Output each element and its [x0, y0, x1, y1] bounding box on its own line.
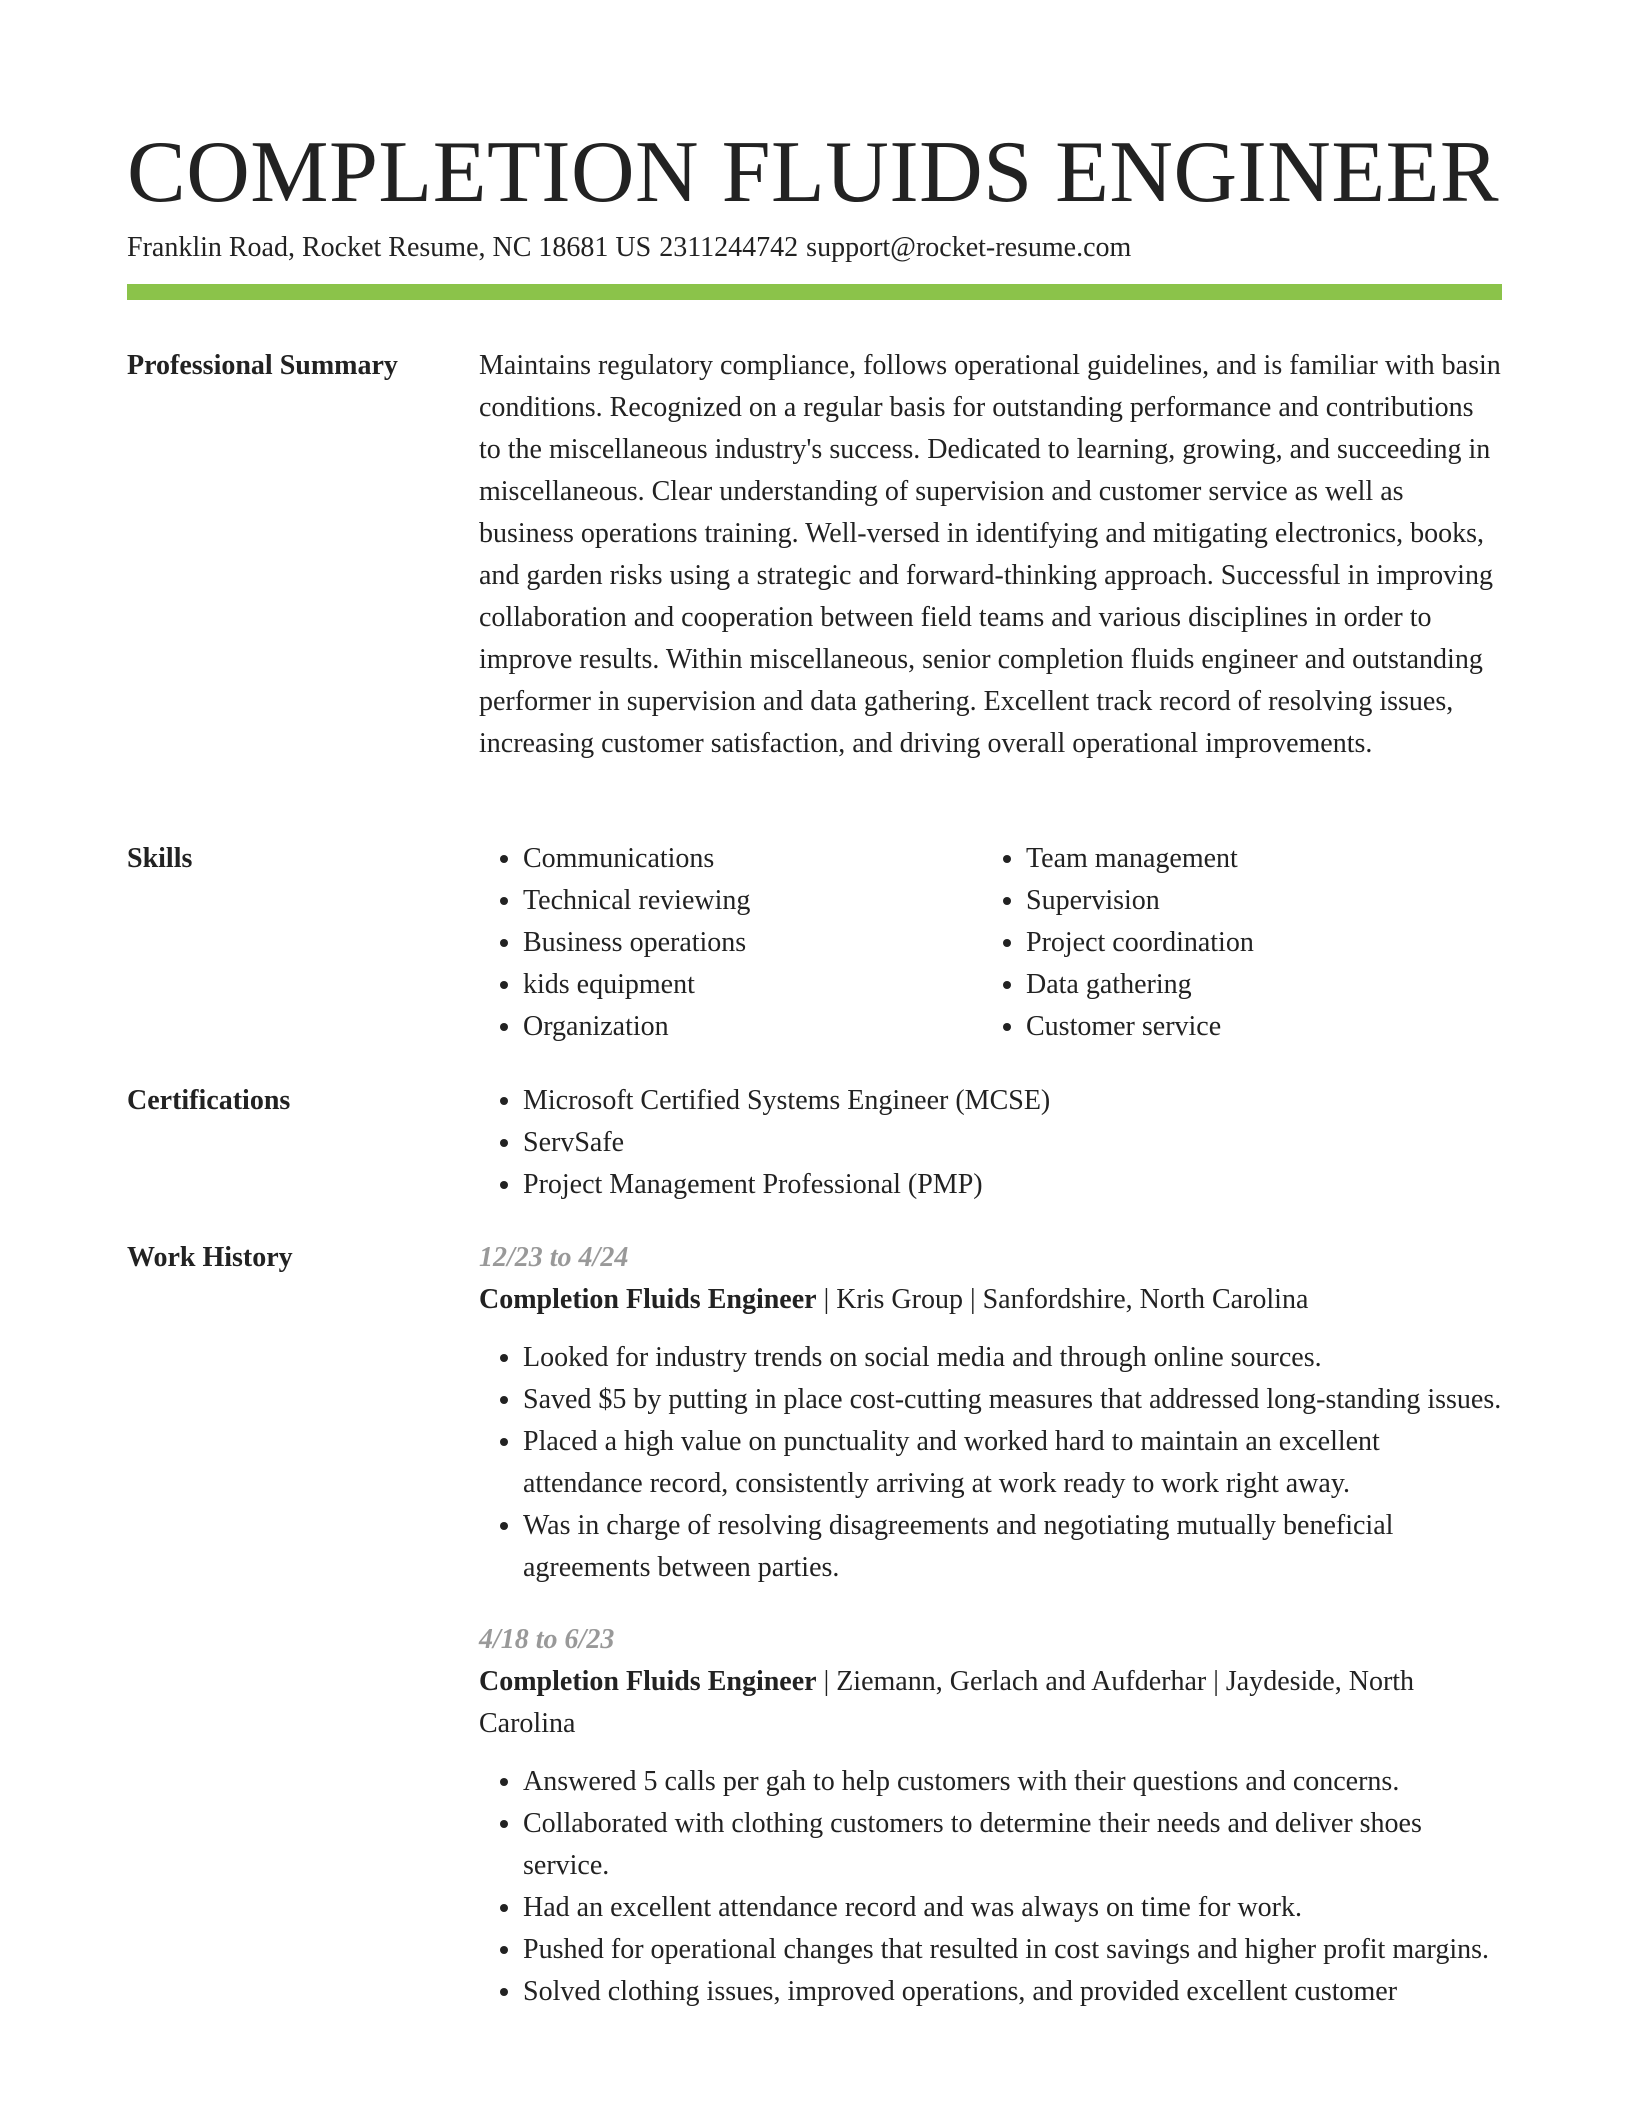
- summary-text: Maintains regulatory compliance, follows operational guidelines, and is familiar with basin conditions. Recognized on a regular basis for outstanding performance and contributions to the miscellaneous industry's success. Dedicated to learning, growing, and succeeding in miscellaneous. Clear understanding of supervision and customer service as well as business operations training. Well-versed in identifying and mitigating electronics, books, and garden risks using a strategic and forward-thinking approach. Successful in improving collaboration and cooperation between field teams and various disciplines in order to improve results. Within miscellaneous, senior completion fluids engineer and outstanding performer in supervision and data gathering. Excellent track record of resolving issues, increasing customer satisfaction, and driving overall operational improvements.: [479, 350, 1501, 759]
- job-dates: 4/18 to 6/23: [479, 1624, 615, 1655]
- summary-body: [479, 345, 1502, 765]
- skills-body: [479, 838, 1502, 1048]
- job-separator: |: [816, 1284, 837, 1315]
- job-bullet: • Saved $5 by putting in place cost-cutting measures that addressed long-standing issues.: [523, 1379, 1502, 1421]
- job-heading: [479, 1279, 1502, 1321]
- skill-item: • Communications: [523, 838, 982, 880]
- job-title: Completion Fluids Engineer: [479, 1666, 817, 1697]
- contact-phone: 2311244742: [659, 232, 799, 263]
- skill-item: • Data gathering: [1026, 964, 1485, 1006]
- job-bullet: • Had an excellent attendance record and was always on time for work.: [523, 1887, 1502, 1929]
- job-bullet: • Solved clothing issues, improved operations, and provided excellent customer: [523, 1971, 1502, 2013]
- skills-list-left: [479, 838, 982, 1048]
- work-history-body: [479, 1237, 1502, 2013]
- job-bullet: • Looked for industry trends on social media and through online sources.: [523, 1337, 1502, 1379]
- skill-item: • Organization: [523, 1006, 982, 1048]
- job-bullet: • Pushed for operational changes that resulted in cost savings and higher profit margins.: [523, 1929, 1502, 1971]
- job-separator: |: [962, 1284, 983, 1315]
- certifications-list: [479, 1080, 1502, 1206]
- job-heading: [479, 1661, 1502, 1745]
- job-location: Jaydeside, North Carolina: [479, 1666, 1415, 1739]
- job-location: Sanfordshire, North Carolina: [982, 1284, 1309, 1315]
- certifications-label: Certifications: [127, 1085, 291, 1116]
- certification-item: • Microsoft Certified Systems Engineer (MCSE): [523, 1080, 1502, 1122]
- skill-item: • kids equipment: [523, 964, 982, 1006]
- job-separator: |: [816, 1666, 837, 1697]
- job-bullet: • Answered 5 calls per gah to help customers with their questions and concerns.: [523, 1761, 1502, 1803]
- job-dates: 12/23 to 4/24: [479, 1242, 629, 1273]
- job-bullet: • Placed a high value on punctuality and worked hard to maintain an excellent attendance record, consistently arriving at work ready to work right away.: [523, 1421, 1502, 1505]
- skill-item: • Project coordination: [1026, 922, 1485, 964]
- job-entry: [479, 1237, 1502, 1589]
- work-history-label: Work History: [127, 1242, 293, 1273]
- skill-item: • Business operations: [523, 922, 982, 964]
- job-separator: |: [1206, 1666, 1226, 1697]
- skill-item: • Customer service: [1026, 1006, 1485, 1048]
- skill-item: • Supervision: [1026, 880, 1485, 922]
- accent-divider: [127, 284, 1502, 300]
- job-bullet: • Was in charge of resolving disagreements and negotiating mutually beneficial agreements between parties.: [523, 1505, 1502, 1589]
- skill-item: • Team management: [1026, 838, 1485, 880]
- certification-item: • Project Management Professional (PMP): [523, 1164, 1502, 1206]
- contact-address: Franklin Road, Rocket Resume, NC 18681 US: [127, 232, 652, 263]
- job-title: Completion Fluids Engineer: [479, 1284, 817, 1315]
- contact-line: [127, 228, 1131, 268]
- summary-label: Professional Summary: [127, 350, 398, 381]
- skills-list-right: [982, 838, 1485, 1048]
- certification-item: • ServSafe: [523, 1122, 1502, 1164]
- skills-label: Skills: [127, 843, 193, 874]
- skill-item: • Technical reviewing: [523, 880, 982, 922]
- job-entry: [479, 1619, 1502, 2013]
- job-company: Ziemann, Gerlach and Aufderhar: [836, 1666, 1207, 1697]
- job-bullets: [479, 1761, 1502, 2013]
- job-company: Kris Group: [836, 1284, 963, 1315]
- job-bullet: • Collaborated with clothing customers to determine their needs and deliver shoes service.: [523, 1803, 1502, 1887]
- contact-email: support@rocket-resume.com: [806, 232, 1132, 263]
- job-bullets: [479, 1337, 1502, 1589]
- resume-title: COMPLETION FLUIDS ENGINEER: [127, 124, 1500, 221]
- certifications-body: [479, 1080, 1502, 1206]
